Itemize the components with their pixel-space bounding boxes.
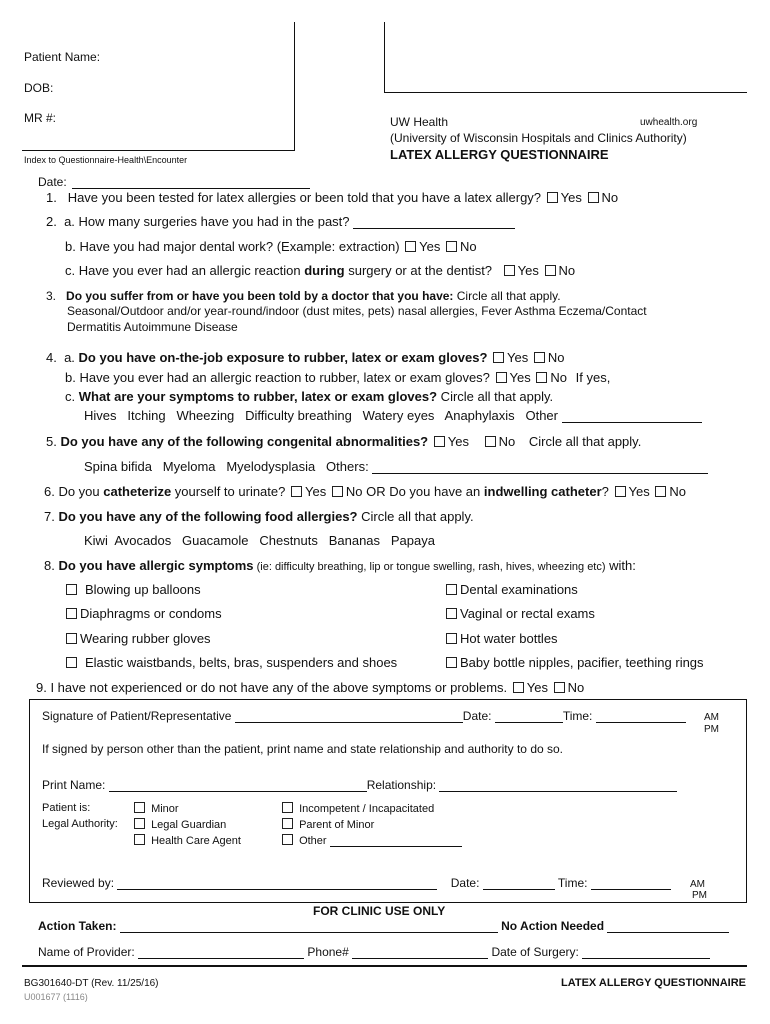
q8-option-nipples[interactable]: Baby bottle nipples, pacifier, teething rings [444, 655, 704, 670]
question-2a: 2. a. How many surgeries have you had in the past? [46, 214, 515, 229]
reviewed-by-input-line[interactable] [117, 878, 437, 890]
q8-balloons-checkbox[interactable] [66, 584, 77, 595]
q4a-no-checkbox[interactable] [534, 352, 545, 363]
question-3-options: Seasonal/Outdoor and/or year-round/indoor (dust mites, pets) nasal allergies, Fever Asthma Eczema/Contact [67, 304, 647, 318]
q4a-yes-checkbox[interactable] [493, 352, 504, 363]
org-name: UW Health [390, 115, 449, 129]
patient-name-label: Patient Name: [24, 50, 101, 64]
q6-catheter-yes-checkbox[interactable] [615, 486, 626, 497]
signature-time-input-line[interactable] [596, 711, 686, 723]
provider-input-line[interactable] [138, 947, 304, 959]
q8-option-balloons[interactable]: Blowing up balloons [64, 582, 201, 597]
reviewed-am: AM [690, 879, 705, 890]
other-input-line[interactable] [330, 835, 462, 847]
representative-note: If signed by person other than the patient, print name and state relationship and authority to do so. [42, 742, 564, 756]
legal-guardian-option[interactable]: Legal Guardian [132, 818, 226, 831]
signature-date-input-line[interactable] [495, 711, 563, 723]
label-box-left [384, 22, 385, 92]
signature-am: AM [704, 712, 719, 723]
surgeries-input-line[interactable] [353, 217, 515, 229]
action-taken-input-line[interactable] [120, 921, 498, 933]
reviewed-time-input-line[interactable] [591, 878, 671, 890]
question-7: 7. Do you have any of the following food allergies? Circle all that apply. [44, 509, 474, 524]
q6-yes-checkbox[interactable] [291, 486, 302, 497]
signature-box [29, 699, 747, 903]
no-action-input-line[interactable] [607, 921, 729, 933]
question-8: 8. Do you have allergic symptoms (ie: difficulty breathing, lip or tongue swelling, rash, hives, wheezing etc) with: [44, 558, 636, 573]
question-2b: b. Have you had major dental work? (Example: extraction) Yes No [65, 239, 477, 254]
provider-row: Name of Provider: Phone# Date of Surgery: [38, 945, 710, 959]
q5-others-input-line[interactable] [372, 462, 708, 474]
health-care-agent-checkbox[interactable] [134, 834, 145, 845]
q9-yes-checkbox[interactable] [513, 682, 524, 693]
question-3: 3. Do you suffer from or have you been told by a doctor that you have: Circle all that apply. [46, 289, 561, 303]
q8-gloves-checkbox[interactable] [66, 633, 77, 644]
other-checkbox[interactable] [282, 834, 293, 845]
question-3-options-2: Dermatitis Autoimmune Disease [67, 320, 238, 334]
q4b-no-checkbox[interactable] [536, 372, 547, 383]
index-label: Index to Questionnaire-Health\Encounter [24, 155, 188, 165]
parent-of-minor-option[interactable]: Parent of Minor [280, 818, 374, 831]
question-4b: b. Have you ever had an allergic reaction to rubber, latex or exam gloves? Yes No If yes, [65, 370, 611, 385]
question-4a: 4. a. Do you have on-the-job exposure to rubber, latex or exam gloves? Yes No [46, 350, 565, 365]
footer-title: LATEX ALLERGY QUESTIONNAIRE [561, 977, 746, 989]
q8-option-diaphragms[interactable]: Diaphragms or condoms [64, 606, 222, 621]
q4b-yes-checkbox[interactable] [496, 372, 507, 383]
form-title: LATEX ALLERGY QUESTIONNAIRE [390, 147, 609, 162]
signature-input-line[interactable] [235, 711, 463, 723]
question-2c: c. Have you ever had an allergic reaction during surgery or at the dentist? Yes No [65, 263, 576, 278]
date-label: Date: [38, 175, 67, 189]
q5-no-checkbox[interactable] [485, 436, 496, 447]
question-4-symptoms: Hives Itching Wheezing Difficulty breathing Watery eyes Anaphylaxis Other [84, 408, 702, 423]
q8-option-vaginal[interactable]: Vaginal or rectal exams [444, 606, 595, 621]
incompetent-option[interactable]: Incompetent / Incapacitated [280, 802, 434, 815]
question-9: 9. I have not experienced or do not have any of the above symptoms or problems. Yes No [36, 680, 585, 695]
question-1: 1. Have you been tested for latex allergies or been told that you have a latex allergy? Yes No [46, 190, 619, 205]
clinic-use-header: FOR CLINIC USE ONLY [313, 904, 446, 918]
relationship-input-line[interactable] [439, 780, 677, 792]
date-field[interactable] [38, 175, 310, 189]
question-4c: c. What are your symptoms to rubber, latex or exam gloves? Circle all that apply. [65, 389, 554, 404]
q2c-yes-checkbox[interactable] [504, 265, 515, 276]
header-divider-vertical [294, 22, 295, 150]
org-full-name: (University of Wisconsin Hospitals and Clinics Authority) [390, 131, 687, 145]
q8-diaphragms-checkbox[interactable] [66, 608, 77, 619]
q8-vaginal-checkbox[interactable] [446, 608, 457, 619]
reviewed-date-input-line[interactable] [483, 878, 555, 890]
question-6: 6. Do you catheterize yourself to urinate? Yes No OR Do you have an indwelling catheter? Yes No [44, 484, 686, 499]
q8-dental-checkbox[interactable] [446, 584, 457, 595]
q2b-yes-checkbox[interactable] [405, 241, 416, 252]
surgery-date-input-line[interactable] [582, 947, 710, 959]
q8-bottles-checkbox[interactable] [446, 633, 457, 644]
q8-option-gloves[interactable]: Wearing rubber gloves [64, 631, 211, 646]
org-url: uwhealth.org [640, 117, 698, 128]
q9-no-checkbox[interactable] [554, 682, 565, 693]
patient-is-label: Patient is: [42, 802, 91, 814]
q1-no-checkbox[interactable] [588, 192, 599, 203]
q2c-no-checkbox[interactable] [545, 265, 556, 276]
q2b-no-checkbox[interactable] [446, 241, 457, 252]
phone-input-line[interactable] [352, 947, 488, 959]
q8-option-bottles[interactable]: Hot water bottles [444, 631, 558, 646]
other-option[interactable]: Other [280, 834, 462, 847]
question-7-options: Kiwi Avocados Guacamole Chestnuts Bananas Papaya [84, 533, 435, 548]
incompetent-checkbox[interactable] [282, 802, 293, 813]
print-name-input-line[interactable] [109, 780, 367, 792]
signature-row: Signature of Patient/Representative Date: Time: [42, 709, 686, 723]
date-input-line[interactable] [72, 177, 310, 189]
minor-option[interactable]: Minor [132, 802, 179, 815]
header-divider-horizontal [22, 150, 295, 151]
reviewed-by-row: Reviewed by: Date: Time: [42, 876, 671, 890]
q8-option-elastic[interactable]: Elastic waistbands, belts, bras, suspenders and shoes [64, 655, 397, 670]
footer-divider [22, 965, 747, 967]
form-id-secondary: U001677 (1116) [24, 992, 88, 1002]
q4-other-input-line[interactable] [562, 411, 702, 423]
q6-no-checkbox[interactable] [332, 486, 343, 497]
q8-option-dental[interactable]: Dental examinations [444, 582, 578, 597]
q1-yes-checkbox[interactable] [547, 192, 558, 203]
action-taken-row: Action Taken: No Action Needed [38, 919, 729, 933]
dob-label: DOB: [24, 81, 54, 95]
question-5: 5. Do you have any of the following congenital abnormalities? Yes No Circle all that apply. [46, 434, 642, 449]
minor-checkbox[interactable] [134, 802, 145, 813]
legal-authority-label: Legal Authority: [42, 818, 118, 830]
form-id: BG301640-DT (Rev. 11/25/16) [24, 978, 159, 989]
q6-catheter-no-checkbox[interactable] [655, 486, 666, 497]
q8-elastic-checkbox[interactable] [66, 657, 77, 668]
print-name-row: Print Name: Relationship: [42, 778, 677, 792]
reviewed-pm: PM [692, 890, 707, 901]
q8-nipples-checkbox[interactable] [446, 657, 457, 668]
question-5-options: Spina bifida Myeloma Myelodysplasia Others: [84, 459, 708, 474]
parent-of-minor-checkbox[interactable] [282, 818, 293, 829]
q5-yes-checkbox[interactable] [434, 436, 445, 447]
legal-guardian-checkbox[interactable] [134, 818, 145, 829]
signature-pm: PM [704, 724, 719, 735]
mr-label: MR #: [24, 111, 57, 125]
label-box-bottom [384, 92, 747, 93]
health-care-agent-option[interactable]: Health Care Agent [132, 834, 241, 847]
